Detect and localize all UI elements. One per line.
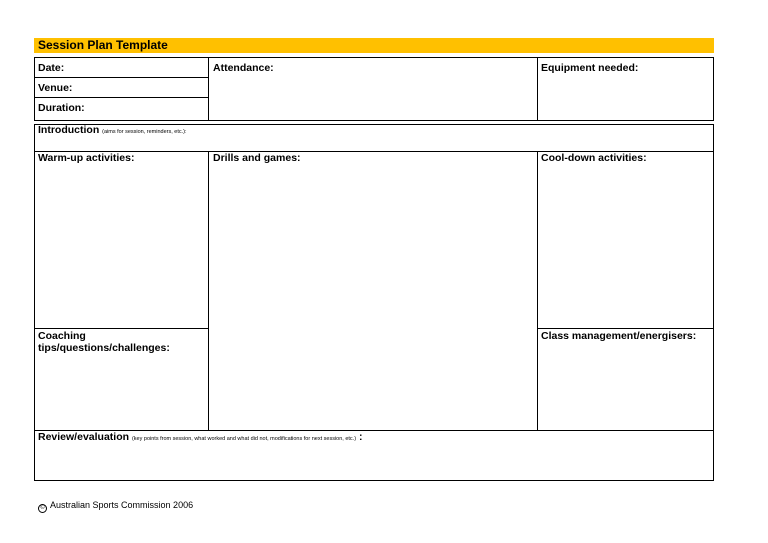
equipment-label: Equipment needed:	[541, 62, 639, 74]
page-title: Session Plan Template	[38, 38, 168, 52]
coaching-label	[38, 330, 170, 354]
cooldown-label: Cool-down activities:	[541, 152, 647, 164]
divider-attendance-equipment	[537, 57, 538, 121]
review-note: (key points from session, what worked and what did not, modifications for next session, etc.)	[131, 436, 357, 442]
copyright-footer	[38, 500, 193, 513]
divider-venue-duration	[34, 97, 209, 98]
divider-cooldown-classmgmt	[537, 328, 714, 329]
review-label: Review/evaluation	[38, 431, 130, 443]
coaching-label-line2: tips/questions/challenges:	[38, 342, 170, 354]
divider-date-attendance	[208, 57, 209, 121]
copyright-icon: ©	[38, 504, 47, 513]
attendance-label: Attendance:	[213, 62, 274, 74]
copyright-text: Australian Sports Commission 2006	[50, 500, 194, 510]
coaching-label-line1: Coaching	[38, 330, 86, 342]
review-heading	[38, 431, 362, 445]
venue-label: Venue:	[38, 82, 73, 94]
introduction-label: Introduction	[38, 124, 100, 136]
divider-drills-cooldown	[537, 151, 538, 430]
main-section-box	[34, 124, 714, 481]
divider-warmup-coaching	[34, 328, 209, 329]
warmup-label: Warm-up activities:	[38, 152, 135, 164]
date-label: Date:	[38, 62, 65, 74]
introduction-note: (aims for session, reminders, etc.):	[102, 129, 187, 135]
divider-date-venue	[34, 77, 209, 78]
duration-label: Duration:	[38, 102, 85, 114]
class-management-label: Class management/energisers:	[541, 330, 697, 342]
introduction-heading	[38, 124, 187, 138]
drills-label: Drills and games:	[213, 152, 301, 164]
review-colon: :	[358, 431, 363, 443]
divider-warmup-drills	[208, 151, 209, 430]
